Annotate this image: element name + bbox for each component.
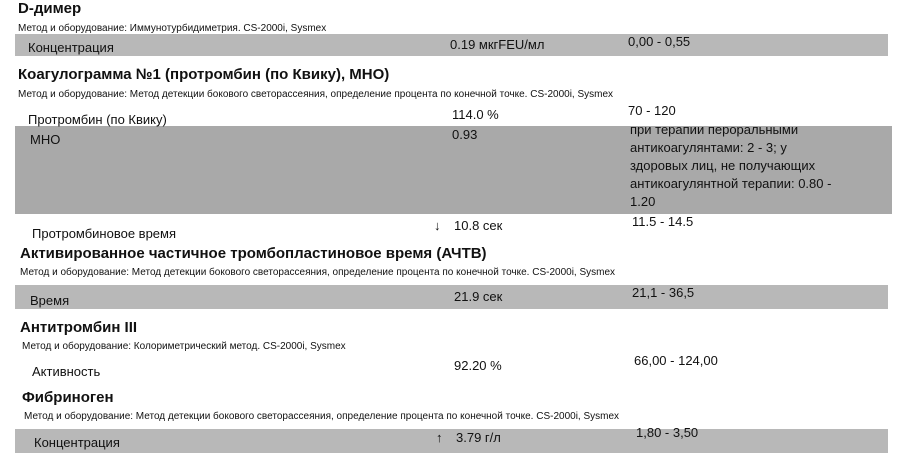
method-line: Метод и оборудование: Иммунотурбидиметрия. CS-2000i, Sysmex [18,23,327,34]
test-name: Концентрация [34,435,120,450]
test-reference: 0,00 - 0,55 [628,34,691,49]
method-line: Метод и оборудование: Метод детекции бокового светорассеяния, определение процента по конечной точке. CS-2000i, Sysmex [18,89,614,100]
test-name: Активность [32,364,101,379]
test-name: Протромбин (по Квику) [28,112,167,127]
method-line: Метод и оборудование: Колориметрический метод. CS-2000i, Sysmex [22,341,346,352]
test-reference: 11.5 - 14.5 [632,214,694,229]
test-reference: 1,80 - 3,50 [636,425,699,440]
flag-arrow: ↓ [434,218,441,233]
test-result: 0.19 мкгFEU/мл [450,37,545,52]
test-result: 3.79 г/л [456,430,501,445]
test-result: 114.0 % [452,107,499,122]
section-title: Активированное частичное тромбопластиновое время (АЧТВ) [20,245,487,262]
test-name: Концентрация [28,40,114,55]
test-reference: 21,1 - 36,5 [632,285,695,300]
row-shade [15,429,888,453]
method-line: Метод и оборудование: Метод детекции бокового светорассеяния, определение процента по конечной точке. CS-2000i, Sysmex [20,267,616,278]
section-title: D-димер [18,0,82,17]
test-result: 21.9 сек [454,289,503,304]
method-line: Метод и оборудование: Метод детекции бокового светорассеяния, определение процента по конечной точке. CS-2000i, Sysmex [24,411,620,422]
section-title: Антитромбин III [20,319,138,336]
test-result: 10.8 сек [454,218,503,233]
test-name: Протромбиновое время [32,226,177,241]
test-reference: 70 - 120 [628,103,676,118]
test-reference: 66,00 - 124,00 [634,353,718,368]
test-name: Время [30,293,70,308]
section-title: Фибриноген [22,389,114,406]
flag-arrow: ↑ [436,430,443,445]
test-result: 0.93 [452,127,478,142]
test-reference: при терапии пероральными антикоагулянтами: 2 - 3; у здоровых лиц, не получающих антикоагулянтной терапии: 0.80 - 1.20 [630,122,832,209]
section-title: Коагулограмма №1 (протромбин (по Квику), МНО) [18,66,390,83]
row-shade [15,285,888,309]
test-result: 92.20 % [454,358,502,373]
test-name: МНО [30,132,61,147]
